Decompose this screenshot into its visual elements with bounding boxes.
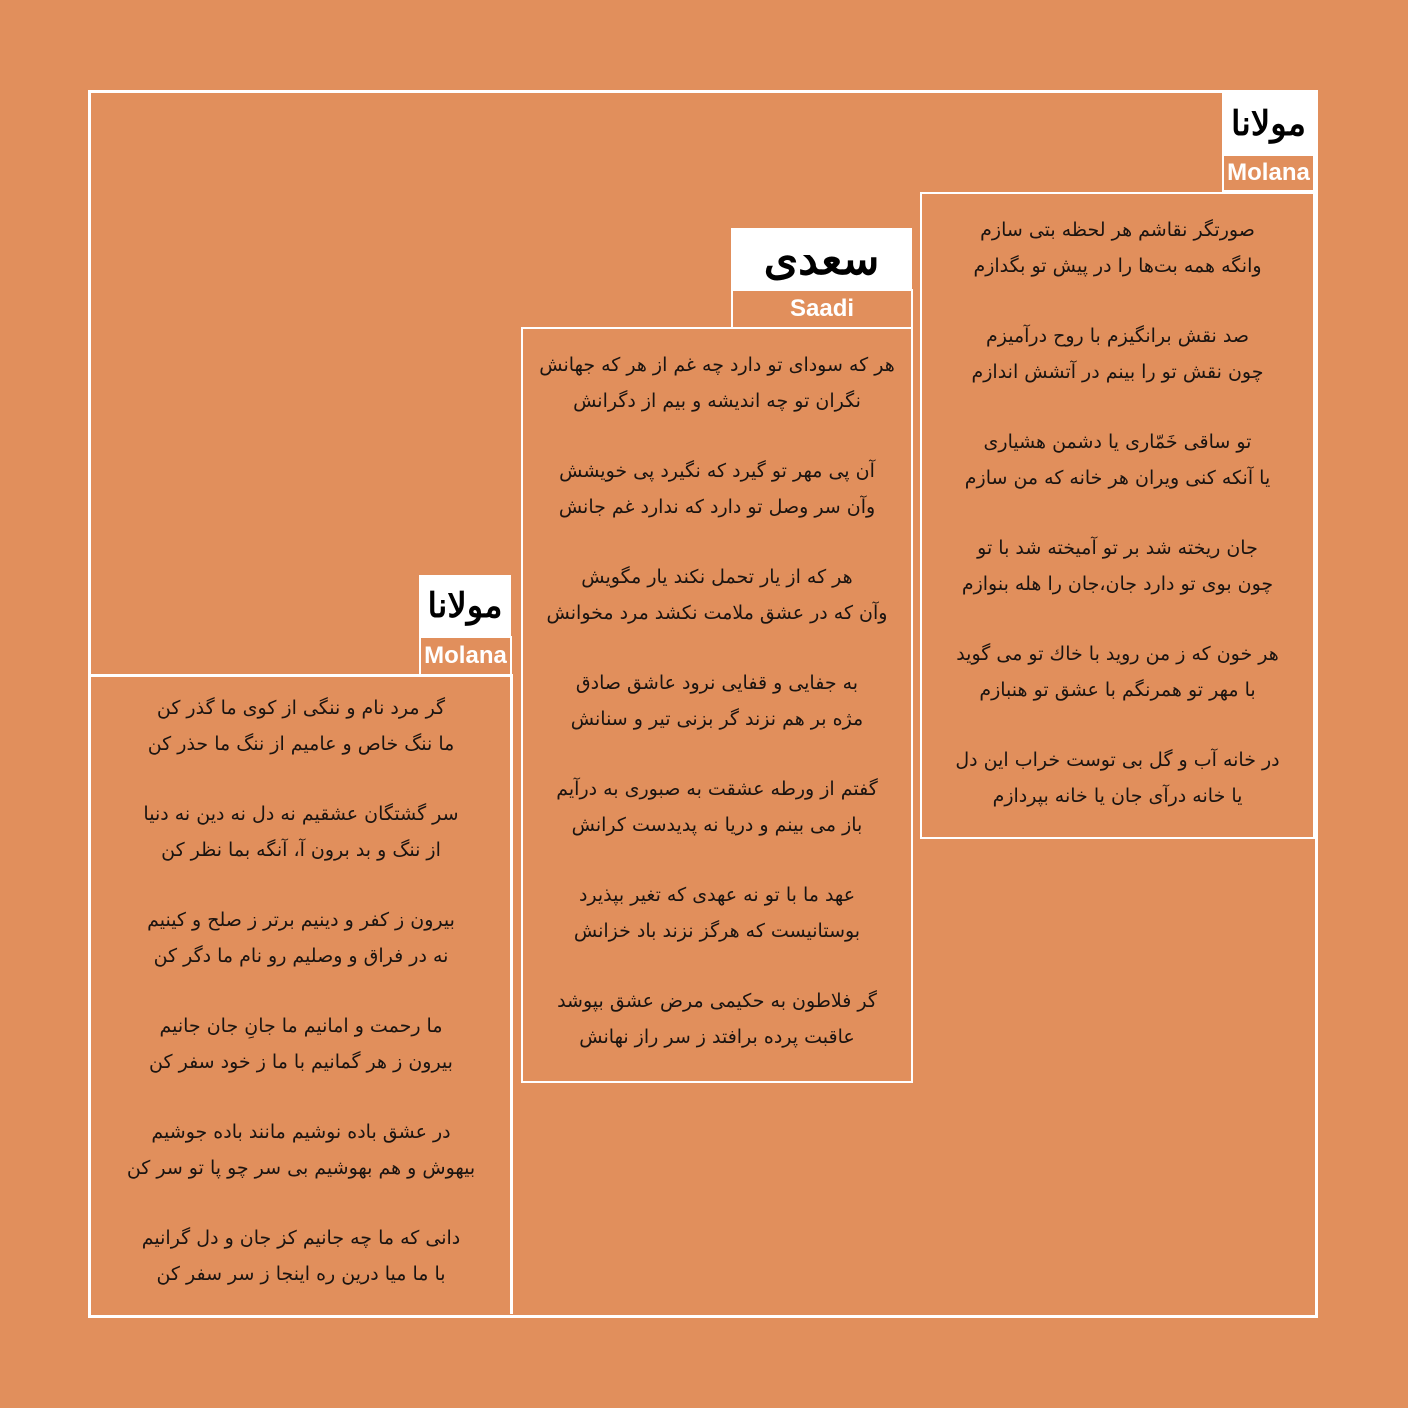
verse-line: با مهر تو همرنگم با عشق تو هنبازم bbox=[979, 679, 1256, 701]
verse-line: یا آنکه کنی ویران هر خانه که من سازم bbox=[964, 467, 1271, 489]
couplet bbox=[92, 902, 510, 974]
verse-line: بیرون ز هر گمانیم با ما ز خود سفر کن bbox=[149, 1051, 453, 1073]
verse-line: در خانه آب و گل بی توست خراب این دل bbox=[955, 749, 1280, 771]
verse-line: وآن که در عشق ملامت نکشد مرد مخوانش bbox=[546, 602, 888, 624]
couplet bbox=[922, 636, 1313, 708]
couplet bbox=[523, 877, 911, 949]
poet-title-calligraphy: مولانا bbox=[1222, 92, 1315, 155]
couplet bbox=[922, 530, 1313, 602]
verse-line: جان ریخته شد بر تو آمیخته شد با تو bbox=[977, 537, 1258, 559]
verse-line: تو ساقی خَمّاری یا دشمن هشیاری bbox=[983, 431, 1252, 453]
verse-line: صد نقش برانگیزم با روح درآمیزم bbox=[985, 325, 1249, 347]
poet-name-label: Molana bbox=[1222, 154, 1315, 192]
verse-line: نه در فراق و وصلیم رو نام ما دگر کن bbox=[153, 945, 449, 967]
verse-line: عاقبت پرده برافتد ز سر راز نهانش bbox=[579, 1026, 855, 1048]
poet-name-label: Molana bbox=[419, 636, 512, 676]
verse-line: بیهوش و هم بهوشیم بی سر چو پا تو سر کن bbox=[126, 1157, 476, 1179]
verse-line: گر فلاطون به حکیمی مرض عشق بپوشد bbox=[557, 990, 877, 1012]
couplet bbox=[922, 424, 1313, 496]
verse-line: در عشق باده نوشیم مانند باده جوشیم bbox=[151, 1121, 451, 1143]
couplet bbox=[523, 983, 911, 1055]
poet-title-calligraphy: مولانا bbox=[419, 575, 511, 637]
couplet bbox=[523, 347, 911, 419]
verse-line: باز می بینم و دریا نه پدیدست کرانش bbox=[571, 814, 863, 836]
couplet bbox=[92, 1008, 510, 1080]
verse-line: ما ننگ خاص و عامیم از ننگ ما حذر کن bbox=[147, 733, 455, 755]
verse-line: دانی که ما چه جانیم کز جان و دل گرانیم bbox=[141, 1227, 461, 1249]
couplet bbox=[92, 690, 510, 762]
verse-line: ما رحمت و امانیم ما جانِ جان جانیم bbox=[159, 1015, 443, 1037]
verse-line: چون بوی تو دارد جان،جان را هله بنوازم bbox=[961, 573, 1274, 595]
couplet bbox=[523, 771, 911, 843]
verse-line: یا خانه درآی جان یا خانه بپردازم bbox=[992, 785, 1243, 807]
verse-line: گفتم از ورطه عشقت به صبوری به درآیم bbox=[556, 778, 878, 800]
poem-box-saadi bbox=[521, 327, 913, 1083]
verse-line: به جفایی و قفایی نرود عاشق صادق bbox=[575, 672, 859, 694]
verse-line: صورتگر نقاشم هر لحظه بتی سازم bbox=[980, 219, 1255, 241]
verse-line: مژه بر هم نزند گر بزنی تیر و سنانش bbox=[570, 708, 864, 730]
couplet bbox=[922, 318, 1313, 390]
poem-box-molana-1 bbox=[920, 192, 1315, 839]
verse-line: با ما میا درین ره اینجا ز سر سفر کن bbox=[156, 1263, 446, 1285]
couplet bbox=[92, 1220, 510, 1292]
verse-line: سر گشتگان عشقیم نه دل نه دین نه دنیا bbox=[143, 803, 459, 825]
verse-line: بیرون ز کفر و دینیم برتر ز صلح و کینیم bbox=[147, 909, 455, 931]
verse-line: از ننگ و بد برون آ، آنگه بما نظر کن bbox=[161, 839, 441, 861]
verse-line: وانگه همه بت‌ها را در پیش تو بگدازم bbox=[973, 255, 1262, 277]
couplet bbox=[922, 742, 1313, 814]
verse-line: هر که سودای تو دارد چه غم از هر که جهانش bbox=[539, 354, 895, 376]
couplet bbox=[92, 796, 510, 868]
verse-line: نگران تو چه اندیشه و بیم از دگرانش bbox=[573, 390, 861, 412]
poem-box-molana-2 bbox=[92, 690, 510, 1326]
verse-line: آن پی مهر تو گیرد که نگیرد پی خویشش bbox=[559, 460, 875, 482]
verse-line: بوستانیست که هرگز نزند باد خزانش bbox=[573, 920, 861, 942]
verse-line: هر خون که ز من روید با خاك تو می گوید bbox=[956, 643, 1279, 665]
verse-line: وآن سر وصل تو دارد که ندارد غم جانش bbox=[558, 496, 876, 518]
couplet bbox=[922, 212, 1313, 284]
poet-name-label: Saadi bbox=[731, 289, 913, 329]
verse-line: چون نقش تو را بینم در آتشش اندازم bbox=[971, 361, 1264, 383]
poet-title-calligraphy: سعدی bbox=[731, 228, 912, 290]
couplet bbox=[523, 665, 911, 737]
divider-vertical bbox=[510, 674, 513, 1314]
verse-line: عهد ما با تو نه عهدی که تغیر بپذیرد bbox=[578, 884, 856, 906]
verse-line: هر که از یار تحمل نکند یار مگویش bbox=[581, 566, 853, 588]
couplet bbox=[523, 453, 911, 525]
couplet bbox=[92, 1114, 510, 1186]
couplet bbox=[523, 559, 911, 631]
verse-line: گر مرد نام و ننگی از کوی ما گذر کن bbox=[156, 697, 446, 719]
